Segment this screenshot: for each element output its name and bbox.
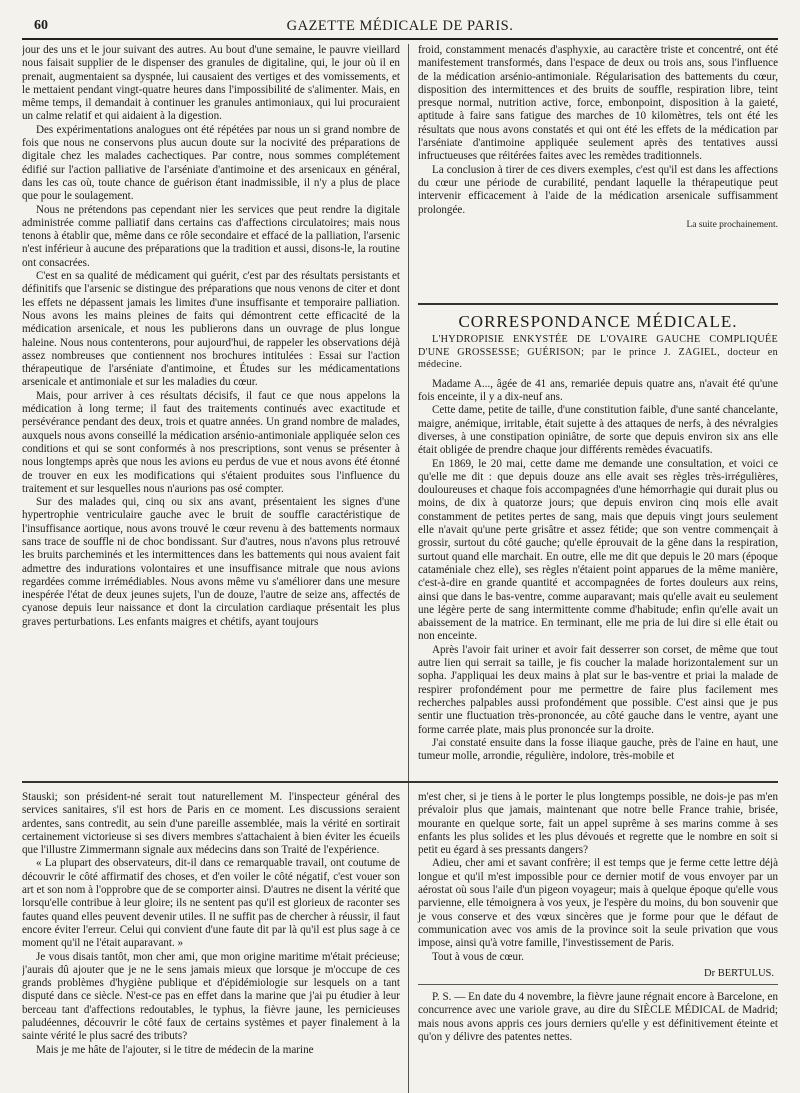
- signature: Dr BERTULUS.: [704, 967, 774, 979]
- paragraph: Madame A..., âgée de 41 ans, remariée depuis quatre ans, n'avait été qu'une fois enceinte, il y a dix-neuf ans.: [417, 377, 778, 404]
- postscript: [418, 984, 778, 1044]
- lower-left-column: [22, 783, 409, 1093]
- paragraph: Après l'avoir fait uriner et avoir fait desserrer son corset, de même que tout autre lien qui serrait sa taille, je fis coucher la malade horizontalement sur un sopha. J'appliquai les deux mains à plat sur le bas-ventre et priai la malade de respirer profondément pour me permettre de faire plus facilement mes recherches palpables aussi profondément que possible. C'est ainsi que je pus sentir une fluctuation très-prononcée, au côté gauche dans le ventre, ayant une forme carrée plate, mais plus prononcée sur la droite.: [417, 643, 778, 736]
- article-continuation: [418, 44, 778, 299]
- upper-right-column: [409, 44, 778, 781]
- article-heading: L'HYDROPISIE ENKYSTÉE DE L'OVAIRE GAUCHE COMPLIQUÉE D'UNE GROSSESSE; GUÉRISON; par le prince J. ZAGIEL, docteur en médecine.: [417, 334, 778, 371]
- paragraph: froid, constamment menacés d'asphyxie, au caractère triste et concentré, ont été manifestement transformés, dans l'espace de deux ou trois ans, sous l'influence de la médication arsénio-antimoniale. Régularisation des battements du cœur, disposition des intermittences et des bruits de souffle, respiration libre, teint presque normal, nutrition active, force, embonpoint, disposition à la gaieté, aptitude à faire sans fatigue des marches de 10 kilomètres, tels ont été les résultats que nous avons constatés et qui ont été les effets de la médication par l'arséniate d'antimoine appliquée seulement après des tentatives aussi infructueuses que réitérées faites avec les remèdes traditionnels.: [417, 44, 778, 163]
- page-number: 60: [34, 18, 48, 33]
- paragraph: En 1869, le 20 mai, cette dame me demande une consultation, et voici ce qu'elle me dit : que depuis douze ans elle avait ses règles très-irrégulières, douloureuses et chaque fois accompagnées d'une hémorrhagie qui durait plus ou moins, de dix à quatorze jours; que depuis environ cinq mois elle avait constamment de petites pertes de sang, mais que depuis vingt jours seulement elle n'avait qu'une perte grisâtre et assez fétide; que son ventre commençait à grossir, surtout du côté gauche; qu'elle éprouvait de la gêne dans la respiration, surtout quand elle marchait. En outre, elle me dit que depuis le 20 mars (époque cataméniale chez elle), ses règles n'étaient point apparues de la même manière, c'est-à-dire en grande quantité et accompagnées de fortes douleurs aux reins, ainsi que dans le bas-ventre, comme auparavant; mais qu'elle avait eu seulement une légère perte de sang intermittente comme d'habitude; enfin qu'elle avait un abaissement de la matrice. En terminant, elle me pria de lui dire si elle était ou non enceinte.: [417, 457, 778, 643]
- paragraph: Cette dame, petite de taille, d'une constitution faible, d'une santé chancelante, maigre, anémique, irritable, était sujette à des attaques de nerfs, à des névralgies diverses, à une constipation opiniâtre, de sorte que depuis environ six ans elle était obligée de prendre chaque jour différents remèdes évacuatifs.: [417, 404, 778, 457]
- paragraph: Des expérimentations analogues ont été répétées par nous un si grand nombre de fois que nous ne conservons plus aucun doute sur la nocivité des préparations de digitale chez les malades cachectiques. Par contre, nous sommes complétement édifié sur l'action palliative de l'arséniate d'antimoine et des arsenicaux en général, dans les cas où, toute chance de guérison étant inadmissible, il n'y a plus de place que pour le soulagement.: [22, 123, 400, 203]
- postscript-text: P. S. — En date du 4 novembre, la fièvre jaune régnait encore à Barcelone, en concurrence avec une variole grave, au dire du SIÈCLE MÉDICAL de Madrid; mais nous avons appris ces jours derniers qu'elle y est définitivement éteinte et qu'on y délivre des patentes nettes.: [417, 991, 778, 1044]
- paragraph: J'ai constaté ensuite dans la fosse iliaque gauche, près de l'aine en haut, une tumeur molle, arrondie, régulière, indolore, très-mobile et: [417, 736, 778, 763]
- paragraph: Adieu, cher ami et savant confrère; il est temps que je ferme cette lettre déjà longue et qu'il m'est impossible pour ce dernier motif de vous envoyer par un aérostat où sous l'aile d'un pigeon voyageur; mais à quelque époque qu'elle vous parvienne, elle témoignera à vos yeux, je l'espère du moins, du bon souvenir que je vous conserve et des vœux sincères que je forme pour que le défaut de communication avec vos amis de la province soit la seule privation que vous impose, ainsi qu'à votre famille, l'investissement de Paris.: [417, 857, 778, 950]
- paragraph: Nous ne prétendons pas cependant nier les services que peut rendre la digitale administrée comme palliatif dans certains cas d'affections circulatoires; mais nous tenons à établir que, même dans ce rôle secondaire et effacé de la palliation, l'arsenic n'est inférieur à aucune des préparations que la tradition et aussi, disons-le, la routine ont consacrées.: [22, 203, 400, 269]
- paragraph: Sur des malades qui, cinq ou six ans avant, présentaient les signes d'une hypertrophie ventriculaire gauche avec le bruit de souffle caractéristique de l'insuffisance aortique, nous avons trouvé le cœur revenu à des battements normaux sans trace de souffle ni de choc bondissant. Sur d'autres, nous n'avons plus retrouvé les bruits parcheminés et les intermittences dans les battements qui nous avaient fait admettre des indurations volontaires et une insuffisance mitrale que nous avions regardées comme irrémédiables. Nous avons même vu s'améliorer dans une mesure inespérée l'état de deux jeunes sujets, l'un de douze, l'autre de seize ans, affectés de cyanose depuis leur naissance et dont la circulation cardiaque présentait les plus graves perturbations. Les enfants maigres et chétifs, ayant toujours: [22, 496, 400, 628]
- lower-section: [22, 783, 778, 1093]
- paragraph: m'est cher, si je tiens à le porter le plus longtemps possible, ne dois-je pas m'en prévaloir plus que jamais, maintenant que notre belle France trahie, brisée, mourante en quelque sorte, fait un appel suprême à ses marins comme à ses enfants les plus solides et les plus dévoués et regrette que le nombre en soit si petit eu égard à ses pressants dangers?: [417, 791, 778, 857]
- paragraph: Je vous disais tantôt, mon cher ami, que mon origine maritime m'était précieuse; j'aurais dû ajouter que je ne le sens jamais mieux que lorsque je m'occupe de ces grands problèmes d'hygiène publique et d'épidémiologie sur lesquels on a tant disputé dans ce siècle. N'est-ce pas en effet dans la marine que j'ai pu étudier à leur berceau tant d'affections redoutables, le typhus, la fièvre jaune, les pernicieuses paludéennes, découvrir le côté faux de certains systèmes et payer finalement à la sainte vérité le plus sacré des tributs?: [22, 950, 400, 1043]
- lower-right-column: [409, 783, 778, 1093]
- paragraph: Mais je me hâte de l'ajouter, si le titre de médecin de la marine: [36, 1043, 314, 1056]
- upper-left-column: [22, 44, 409, 781]
- upper-section: [22, 44, 778, 783]
- paragraph: Tout à vous de cœur.: [431, 950, 524, 963]
- quotation: « La plupart des observateurs, dit-il dans ce remarquable travail, ont coutume de découvrir le côté affirmatif des choses, et d'en voiler le côté négatif, c'est vouer son art et son nom à l'opprobre que de se comporter ainsi. D'autres ne disent la vérité que lorsqu'elle contribue à leur gloire; ils ne sentent pas qu'il est glorieux de raconter ses fautes quand elles peuvent devenir utiles. Il ne suffit pas de chercher à réussir, il faut encore éviter l'erreur. Celui qui convient d'une faute dit par là qu'il est plus sage à ce moment qu'il ne l'était auparavant. »: [22, 857, 400, 950]
- paragraph: jour des uns et le jour suivant des autres. Au bout d'une semaine, le pauvre vieillard nous faisait supplier de le dispenser des granules de digitaline, qui, le jour où il en prenait, augmentaient sa dyspnée, lui causaient des vertiges et des vomissements, et le mettaient pendant vingt-quatre heures dans l'impossibilité de s'alimenter. Mais, en même temps, il demandait à continuer les granules antimoniaux, qui lui procuraient un calme relatif et qui aidaient à la digestion.: [22, 44, 400, 123]
- section-title: CORRESPONDANCE MÉDICALE.: [458, 312, 738, 331]
- paragraph: Stauski; son président-né serait tout naturellement M. l'inspecteur général des services sanitaires, s'il est hors de Paris en ce moment. Les discussions seraient ardentes, sans contredit, au sein d'une pareille assemblée, mais la vérité en sortirait certainement victorieuse si ses divers membres s'attachaient à bien éviter les écueils que l'illustre Zimmermann signale aux médecins dans son Traité de l'expérience.: [22, 791, 400, 857]
- paragraph: Mais, pour arriver à ces résultats décisifs, il faut ce que nous appelons la médication à long terme; il faut des traitements continués avec exactitude et persévérance pendant des deux, trois et quatre années. Un grand nombre de malades, auxquels nous avons conseillé la médication arsénio-antimoniale appliquée selon ces conditions et qui se sont conformés à nos prescriptions, sont venus se présenter à nous longtemps après que nous les avions eu perdus de vue et nous avons été étonné de trouver en eux les modifications qui s'étaient produites sous l'influence du traitement et sur lesquelles nous n'aurions pas osé compter.: [22, 389, 400, 495]
- journal-title: GAZETTE MÉDICALE DE PARIS.: [286, 18, 514, 34]
- continuation-note: La suite prochainement.: [686, 219, 778, 230]
- page-header: [22, 14, 778, 40]
- correspondance-section: [418, 303, 778, 763]
- paragraph: C'est en sa qualité de médicament qui guérit, c'est par des résultats persistants et définitifs que l'arsenic se distingue des préparations que nous venons de citer et dont les effets ne dépassent jamais les limites d'une insuffisante et temporaire palliation. Nous avons les mains pleines de faits qui démontrent cette efficacité de la médication arsenicale, et nous les publierons dans un ouvrage de plus longue haleine. Nous nous contenterons, pour aujourd'hui, de rappeler les observations déjà assez nombreuses que contiennent nos brochures intitulées : Essai sur l'action thérapeutique de l'arséniate d'antimoine, et Études sur les médicamentations arsenicale et antimoniale et sur les maladies du cœur.: [22, 270, 400, 389]
- paragraph: La conclusion à tirer de ces divers exemples, c'est qu'il est dans les affections du cœur une période de curabilité, pendant laquelle la thérapeutique peut intervenir efficacement à l'aide de la médication arsenicale suffisamment prolongée.: [417, 163, 778, 216]
